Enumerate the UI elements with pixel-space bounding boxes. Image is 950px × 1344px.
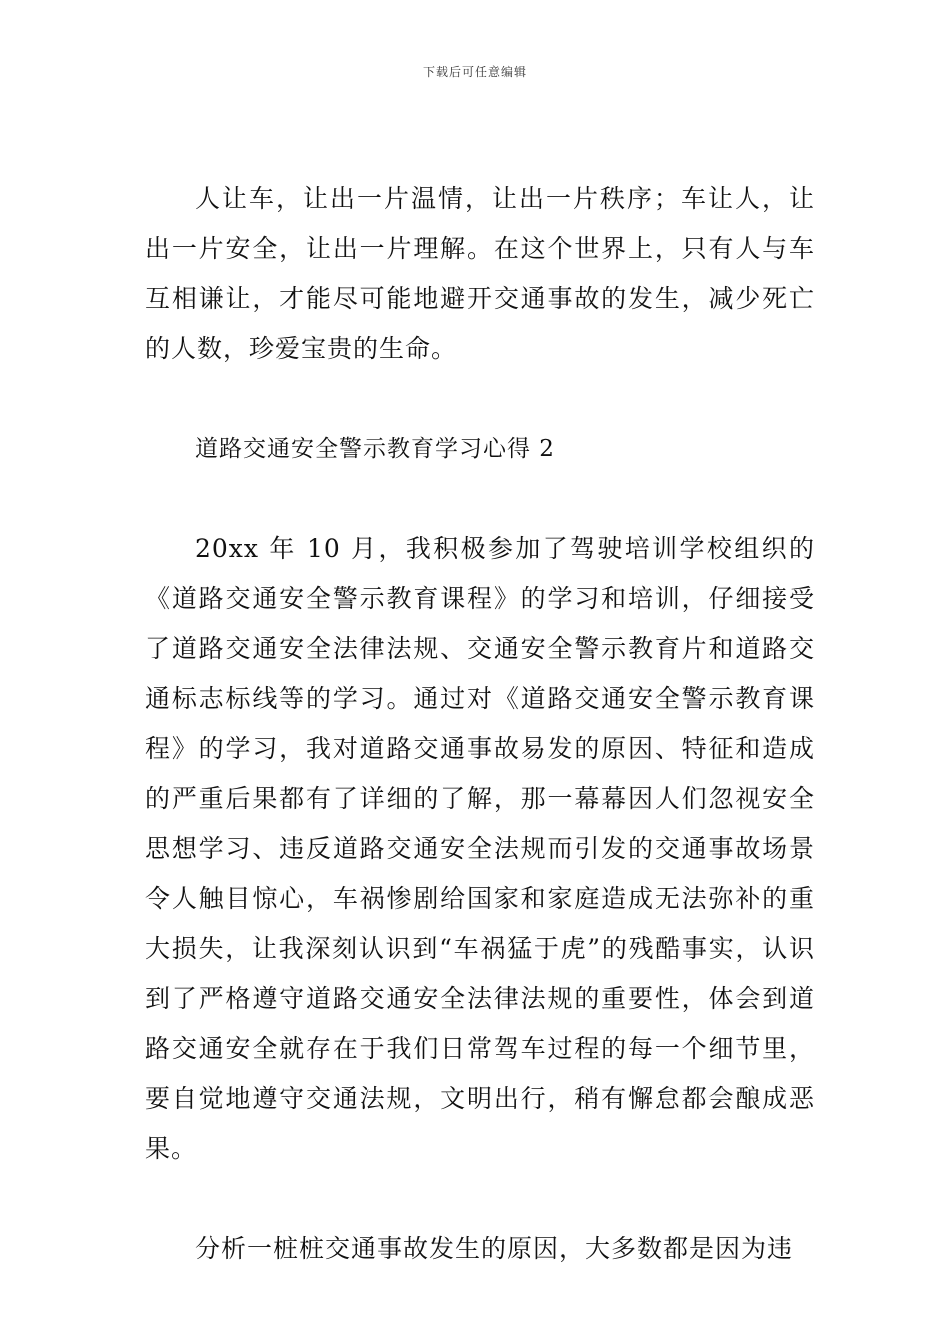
paragraph-gap [145, 474, 815, 524]
paragraph-gap [145, 374, 815, 424]
paragraph-1: 人让车，让出一片温情，让出一片秩序；车让人，让出一片安全，让出一片理解。在这个世界上，只有人与车互相谦让，才能尽可能地避开交通事故的发生，减少死亡的人数，珍爱宝贵的生命。 [145, 184, 815, 363]
header-note: 下载后可任意编辑 [422, 65, 527, 79]
paragraph-2: 20xx 年 10 月，我积极参加了驾驶培训学校组织的《道路交通安全警示教育课程》的学习和培训，仔细接受了道路交通安全法律法规、交通安全警示教育片和道路交通标志标线等的学习。通过对《道路交通安全警示教育课程》的学习，我对道路交通事故易发的原因、特征和造成的严重后果都有了详细的了解，那一幕幕因人们忽视安全思想学习、违反道路交通安全法规而引发的交通事故场景令人触目惊心，车祸惨剧给国家和家庭造成无法弥补的重大损失，让我深刻认识到“车祸猛于虎”的残酷事实，认识到了严格遵守道路交通安全法律法规的重要性，体会到道路交通安全就存在于我们日常驾车过程的每一个细节里，要自觉地遵守交通法规，文明出行，稍有懈怠都会酿成恶果。 [145, 534, 815, 1163]
paragraph-gap [145, 1174, 815, 1224]
document-body [145, 174, 815, 1274]
paragraph-3: 分析一桩桩交通事故发生的原因，大多数都是因为违 [195, 1234, 794, 1263]
section-heading: 道路交通安全警示教育学习心得 2 [195, 436, 555, 462]
